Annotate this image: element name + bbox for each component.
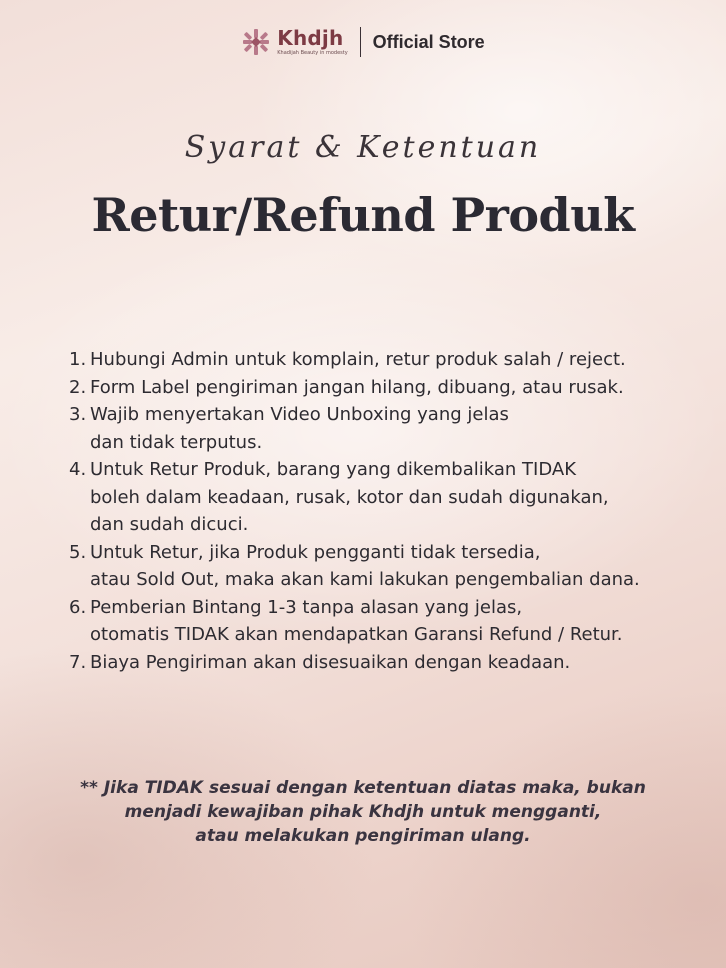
rule-number: 3.: [69, 404, 87, 425]
floral-star-logo-icon: [241, 27, 271, 57]
rule-number: 4.: [69, 459, 87, 480]
list-item: [69, 346, 689, 374]
list-item: [69, 401, 689, 456]
store-label: Official Store: [372, 31, 485, 52]
brand-block: [277, 28, 347, 56]
list-item: [69, 649, 689, 677]
header: [0, 24, 726, 60]
rule-text: Untuk Retur Produk, barang yang dikembalikan TIDAK boleh dalam keadaan, rusak, kotor dan sudah digunakan, dan sudah dicuci.: [90, 459, 609, 535]
rule-text: Wajib menyertakan Video Unboxing yang jelas dan tidak terputus.: [90, 404, 509, 453]
list-item: [69, 594, 689, 649]
rule-text: Form Label pengiriman jangan hilang, dibuang, atau rusak.: [90, 376, 624, 398]
rule-number: 7.: [69, 651, 87, 673]
rule-number: 6.: [69, 596, 87, 618]
header-divider: [360, 27, 361, 57]
list-item: [69, 374, 689, 402]
page-title: Retur/Refund Produk: [91, 188, 635, 242]
rule-text: Hubungi Admin untuk komplain, retur produk salah / reject.: [90, 349, 626, 370]
footnote: ** Jika TIDAK sesuai dengan ketentuan diatas maka, bukan menjadi kewajiban pihak Khdjh untuk mengganti, atau melakukan pengiriman ulang.: [80, 778, 646, 846]
subtitle: Syarat & Ketentuan: [184, 130, 542, 165]
brand-tagline: Khadijah Beauty in modesty: [277, 50, 348, 56]
rule-number: 5.: [69, 541, 87, 563]
brand-name: Khdjh: [277, 26, 344, 50]
list-item: [69, 456, 689, 539]
rule-text: Untuk Retur, jika Produk pengganti tidak tersedia, atau Sold Out, maka akan kami lakukan pengembalian dana.: [90, 541, 640, 590]
list-item: [69, 539, 689, 594]
rule-number: 2.: [69, 376, 87, 398]
rule-text: Biaya Pengiriman akan disesuaikan dengan keadaan.: [90, 651, 571, 673]
rule-number: 1.: [69, 349, 87, 370]
rules-list: [69, 346, 689, 676]
rule-text: Pemberian Bintang 1-3 tanpa alasan yang jelas, otomatis TIDAK akan mendapatkan Garansi Refund / Retur.: [90, 596, 623, 645]
